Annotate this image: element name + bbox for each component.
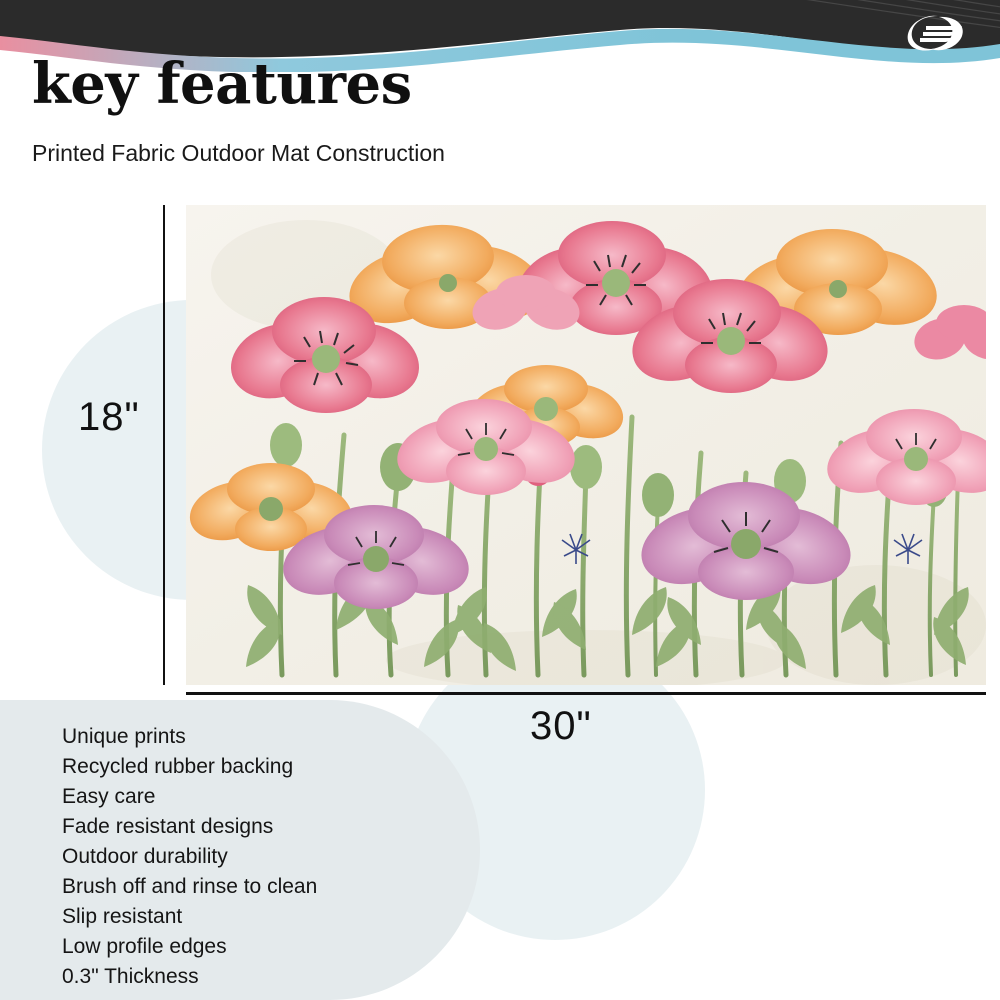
list-item: Fade resistant designs: [62, 815, 274, 838]
list-item: Outdoor durability: [62, 845, 228, 868]
page-title: key features: [32, 51, 412, 117]
list-item: Unique prints: [62, 725, 186, 748]
width-dimension-line: [186, 692, 986, 695]
height-dimension-label: 18": [78, 395, 140, 439]
list-item: Recycled rubber backing: [62, 755, 294, 778]
brand-logo: [876, 4, 986, 62]
width-dimension-label: 30": [530, 704, 592, 748]
list-item: Slip resistant: [62, 905, 183, 928]
feature-list: [62, 722, 482, 992]
list-item: Low profile edges: [62, 935, 227, 958]
page-subtitle: Printed Fabric Outdoor Mat Construction: [32, 140, 445, 166]
product-image-floral-mat: [186, 205, 986, 685]
list-item: 0.3" Thickness: [62, 965, 199, 988]
height-dimension-line: [163, 205, 165, 685]
list-item: Brush off and rinse to clean: [62, 875, 318, 898]
list-item: Easy care: [62, 785, 156, 808]
